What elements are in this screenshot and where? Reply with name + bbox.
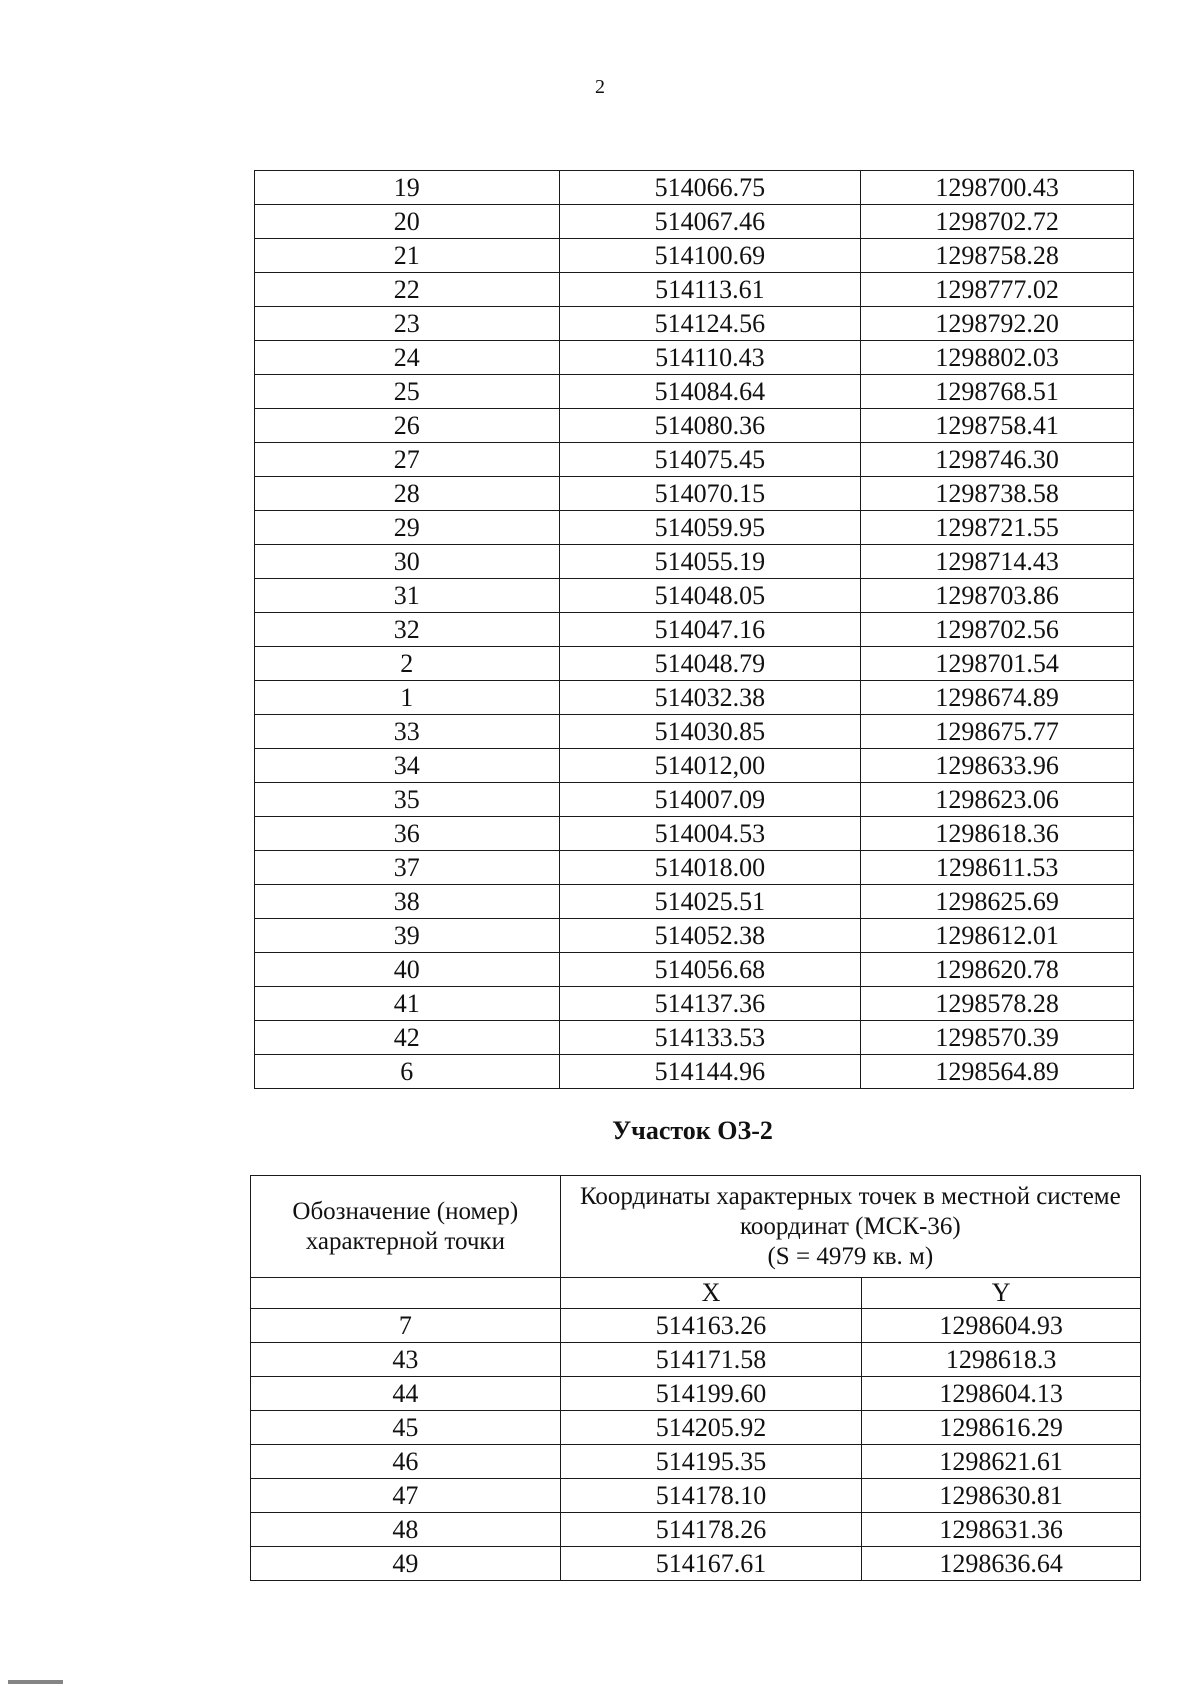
y-coordinate-cell: 1298620.78 <box>861 953 1134 987</box>
point-number-cell: 39 <box>255 919 560 953</box>
section-coordinates-table <box>250 1175 1141 1581</box>
point-number-cell: 31 <box>255 579 560 613</box>
y-coordinate-cell: 1298611.53 <box>861 851 1134 885</box>
table-row <box>255 443 1134 477</box>
table-row <box>255 817 1134 851</box>
x-coordinate-cell: 514018.00 <box>559 851 861 885</box>
y-coordinate-cell: 1298630.81 <box>862 1479 1141 1513</box>
x-coordinate-cell: 514195.35 <box>560 1445 862 1479</box>
y-coordinate-cell: 1298802.03 <box>861 341 1134 375</box>
table-row <box>251 1547 1141 1581</box>
table-row <box>255 511 1134 545</box>
section-title: Участок ОЗ-2 <box>612 1116 773 1145</box>
point-number-cell: 23 <box>255 307 560 341</box>
table-row <box>255 341 1134 375</box>
point-number-cell: 46 <box>251 1445 561 1479</box>
point-number-cell: 30 <box>255 545 560 579</box>
table-row <box>255 851 1134 885</box>
point-number-cell: 21 <box>255 239 560 273</box>
y-coordinate-cell: 1298702.56 <box>861 613 1134 647</box>
y-coordinate-cell: 1298616.29 <box>862 1411 1141 1445</box>
y-coordinate-cell: 1298701.54 <box>861 647 1134 681</box>
point-number-cell: 2 <box>255 647 560 681</box>
point-number-cell: 29 <box>255 511 560 545</box>
point-number-cell: 32 <box>255 613 560 647</box>
x-coordinate-cell: 514178.10 <box>560 1479 862 1513</box>
y-coordinate-cell: 1298758.41 <box>861 409 1134 443</box>
point-number-cell: 43 <box>251 1343 561 1377</box>
table-row <box>255 715 1134 749</box>
y-coordinate-cell: 1298746.30 <box>861 443 1134 477</box>
point-number-cell: 19 <box>255 171 560 205</box>
y-coordinate-cell: 1298675.77 <box>861 715 1134 749</box>
axis-empty-cell <box>251 1278 561 1309</box>
x-coordinate-cell: 514032.38 <box>559 681 861 715</box>
column-y-label: Y <box>862 1278 1141 1309</box>
point-number-cell: 24 <box>255 341 560 375</box>
x-coordinate-cell: 514067.46 <box>559 205 861 239</box>
table-row <box>255 545 1134 579</box>
header-coordinates-text: Координаты характерных точек в местной системе координат (МСК-36) <box>579 1182 1121 1240</box>
point-number-cell: 34 <box>255 749 560 783</box>
table-row <box>255 613 1134 647</box>
x-coordinate-cell: 514080.36 <box>559 409 861 443</box>
y-coordinate-cell: 1298618.36 <box>861 817 1134 851</box>
y-coordinate-cell: 1298702.72 <box>861 205 1134 239</box>
y-coordinate-cell: 1298700.43 <box>861 171 1134 205</box>
y-coordinate-cell: 1298564.89 <box>861 1055 1134 1089</box>
x-coordinate-cell: 514167.61 <box>560 1547 862 1581</box>
x-coordinate-cell: 514047.16 <box>559 613 861 647</box>
y-coordinate-cell: 1298625.69 <box>861 885 1134 919</box>
point-number-cell: 35 <box>255 783 560 817</box>
point-number-cell: 7 <box>251 1309 561 1343</box>
point-number-cell: 1 <box>255 681 560 715</box>
x-coordinate-cell: 514124.56 <box>559 307 861 341</box>
column-x-label: X <box>560 1278 862 1309</box>
table-row <box>255 239 1134 273</box>
x-coordinate-cell: 514055.19 <box>559 545 861 579</box>
point-number-cell: 20 <box>255 205 560 239</box>
x-coordinate-cell: 514048.79 <box>559 647 861 681</box>
y-coordinate-cell: 1298604.93 <box>862 1309 1141 1343</box>
point-number-cell: 26 <box>255 409 560 443</box>
y-coordinate-cell: 1298758.28 <box>861 239 1134 273</box>
point-number-cell: 40 <box>255 953 560 987</box>
table-row <box>255 1021 1134 1055</box>
point-number-cell: 37 <box>255 851 560 885</box>
x-coordinate-cell: 514052.38 <box>559 919 861 953</box>
x-coordinate-cell: 514144.96 <box>559 1055 861 1089</box>
x-coordinate-cell: 514066.75 <box>559 171 861 205</box>
table-row <box>251 1479 1141 1513</box>
table-row <box>255 205 1134 239</box>
table-row <box>251 1343 1141 1377</box>
header-coordinates-label <box>560 1176 1140 1278</box>
table-row <box>255 375 1134 409</box>
table-row <box>255 749 1134 783</box>
point-number-cell: 6 <box>255 1055 560 1089</box>
x-coordinate-cell: 514171.58 <box>560 1343 862 1377</box>
table-row <box>255 409 1134 443</box>
table-row <box>251 1309 1141 1343</box>
x-coordinate-cell: 514199.60 <box>560 1377 862 1411</box>
y-coordinate-cell: 1298721.55 <box>861 511 1134 545</box>
y-coordinate-cell: 1298674.89 <box>861 681 1134 715</box>
table-row <box>255 307 1134 341</box>
point-number-cell: 49 <box>251 1547 561 1581</box>
y-coordinate-cell: 1298714.43 <box>861 545 1134 579</box>
y-coordinate-cell: 1298623.06 <box>861 783 1134 817</box>
table-header-row <box>251 1176 1141 1278</box>
x-coordinate-cell: 514012,00 <box>559 749 861 783</box>
y-coordinate-cell: 1298777.02 <box>861 273 1134 307</box>
coordinates-table-body <box>255 171 1134 1089</box>
scan-edge-mark <box>8 1680 63 1684</box>
x-coordinate-cell: 514178.26 <box>560 1513 862 1547</box>
table-row <box>255 647 1134 681</box>
point-number-cell: 33 <box>255 715 560 749</box>
x-coordinate-cell: 514100.69 <box>559 239 861 273</box>
y-coordinate-cell: 1298738.58 <box>861 477 1134 511</box>
table-row <box>255 953 1134 987</box>
point-number-cell: 38 <box>255 885 560 919</box>
point-number-cell: 45 <box>251 1411 561 1445</box>
x-coordinate-cell: 514110.43 <box>559 341 861 375</box>
x-coordinate-cell: 514048.05 <box>559 579 861 613</box>
table-row <box>255 171 1134 205</box>
x-coordinate-cell: 514059.95 <box>559 511 861 545</box>
y-coordinate-cell: 1298612.01 <box>861 919 1134 953</box>
y-coordinate-cell: 1298633.96 <box>861 749 1134 783</box>
y-coordinate-cell: 1298578.28 <box>861 987 1134 1021</box>
y-coordinate-cell: 1298768.51 <box>861 375 1134 409</box>
table-row <box>255 477 1134 511</box>
point-number-cell: 27 <box>255 443 560 477</box>
point-number-cell: 47 <box>251 1479 561 1513</box>
point-number-cell: 22 <box>255 273 560 307</box>
section-table-body <box>251 1309 1141 1581</box>
table-axis-row <box>251 1278 1141 1309</box>
x-coordinate-cell: 514205.92 <box>560 1411 862 1445</box>
x-coordinate-cell: 514084.64 <box>559 375 861 409</box>
x-coordinate-cell: 514007.09 <box>559 783 861 817</box>
page-number: 2 <box>595 76 605 98</box>
table-row <box>255 987 1134 1021</box>
y-coordinate-cell: 1298703.86 <box>861 579 1134 613</box>
point-number-cell: 41 <box>255 987 560 1021</box>
y-coordinate-cell: 1298570.39 <box>861 1021 1134 1055</box>
x-coordinate-cell: 514113.61 <box>559 273 861 307</box>
y-coordinate-cell: 1298604.13 <box>862 1377 1141 1411</box>
y-coordinate-cell: 1298636.64 <box>862 1547 1141 1581</box>
table-row <box>255 885 1134 919</box>
header-point-label: Обозначение (номер) характерной точки <box>251 1176 561 1278</box>
header-area-text: (S = 4979 кв. м) <box>767 1242 934 1270</box>
x-coordinate-cell: 514075.45 <box>559 443 861 477</box>
x-coordinate-cell: 514004.53 <box>559 817 861 851</box>
table-row <box>255 273 1134 307</box>
x-coordinate-cell: 514025.51 <box>559 885 861 919</box>
table-row <box>255 783 1134 817</box>
x-coordinate-cell: 514070.15 <box>559 477 861 511</box>
table-row <box>255 579 1134 613</box>
table-row <box>251 1513 1141 1547</box>
coordinates-table-continued <box>254 170 1134 1089</box>
table-row <box>251 1377 1141 1411</box>
x-coordinate-cell: 514030.85 <box>559 715 861 749</box>
table-row <box>255 919 1134 953</box>
point-number-cell: 28 <box>255 477 560 511</box>
y-coordinate-cell: 1298618.3 <box>862 1343 1141 1377</box>
table-row <box>251 1411 1141 1445</box>
x-coordinate-cell: 514163.26 <box>560 1309 862 1343</box>
table-row <box>255 681 1134 715</box>
y-coordinate-cell: 1298631.36 <box>862 1513 1141 1547</box>
x-coordinate-cell: 514056.68 <box>559 953 861 987</box>
table-row <box>255 1055 1134 1089</box>
x-coordinate-cell: 514133.53 <box>559 1021 861 1055</box>
y-coordinate-cell: 1298621.61 <box>862 1445 1141 1479</box>
point-number-cell: 44 <box>251 1377 561 1411</box>
point-number-cell: 48 <box>251 1513 561 1547</box>
table-row <box>251 1445 1141 1479</box>
point-number-cell: 42 <box>255 1021 560 1055</box>
y-coordinate-cell: 1298792.20 <box>861 307 1134 341</box>
x-coordinate-cell: 514137.36 <box>559 987 861 1021</box>
point-number-cell: 25 <box>255 375 560 409</box>
point-number-cell: 36 <box>255 817 560 851</box>
